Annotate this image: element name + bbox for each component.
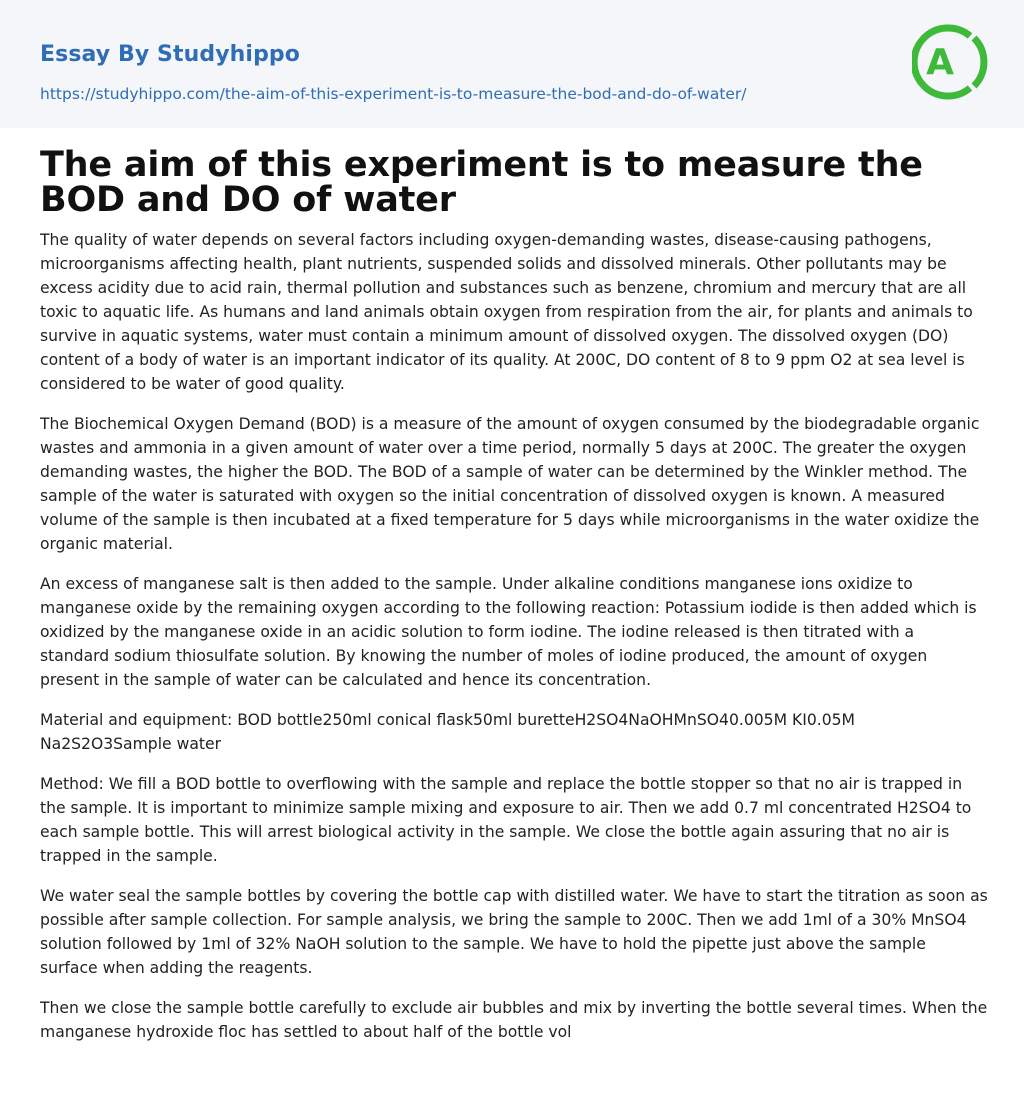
article xyxy=(40,145,988,1060)
article-paragraph: Method: We fill a BOD bottle to overflowing with the sample and replace the bottle stopper so that no air is trapped in the sample. It is important to minimize sample mixing and exposure to air. Then we add 0.7 ml concentrated H2SO4 to each sample bottle. This will arrest biological activity in the sample. We close the bottle again assuring that no air is trapped in the sample. xyxy=(40,775,972,865)
site-brand[interactable]: Essay By Studyhippo xyxy=(40,42,300,67)
source-url-link[interactable]: https://studyhippo.com/the-aim-of-this-experiment-is-to-measure-the-bod-and-do-of-water/ xyxy=(40,85,747,103)
article-title: The aim of this experiment is to measure the BOD and DO of water xyxy=(40,145,923,220)
studyhippo-logo-icon[interactable] xyxy=(912,18,988,106)
article-paragraph: Material and equipment: BOD bottle250ml conical flask50ml buretteH2SO4NaOHMnSO40.005M KI0.05M Na2S2O3Sample water xyxy=(40,711,856,753)
article-paragraph: The quality of water depends on several factors including oxygen-demanding wastes, disease-causing pathogens, microorganisms affecting health, plant nutrients, suspended solids and dissolved minerals. Other pollutants may be excess acidity due to acid rain, thermal pollution and substances such as benzene, chromium and mercury that are all toxic to aquatic life. As humans and land animals obtain oxygen from respiration from the air, for plants and animals to survive in aquatic systems, water must contain a minimum amount of dissolved oxygen. The dissolved oxygen (DO) content of a body of water is an important indicator of its quality. At 200C, DO content of 8 to 9 ppm O2 at sea level is considered to be water of good quality. xyxy=(40,231,973,393)
site-header xyxy=(0,0,1024,128)
logo-letter: A xyxy=(926,42,954,83)
article-paragraph: An excess of manganese salt is then added to the sample. Under alkaline conditions manganese ions oxidize to manganese oxide by the remaining oxygen according to the following reaction: Potassium iodide is then added which is oxidized by the manganese oxide in an acidic solution to form iodine. The iodine released is then titrated with a standard sodium thiosulfate solution. By knowing the number of moles of iodine produced, the amount of oxygen present in the sample of water can be calculated and hence its concentration. xyxy=(40,575,977,689)
article-paragraph: The Biochemical Oxygen Demand (BOD) is a measure of the amount of oxygen consumed by the biodegradable organic wastes and ammonia in a given amount of water over a time period, normally 5 days at 200C. The greater the oxygen demanding wastes, the higher the BOD. The BOD of a sample of water can be determined by the Winkler method. The sample of the water is saturated with oxygen so the initial concentration of dissolved oxygen is known. A measured volume of the sample is then incubated at a fixed temperature for 5 days while microorganisms in the water oxidize the organic material. xyxy=(40,415,980,553)
article-paragraph: We water seal the sample bottles by covering the bottle cap with distilled water. We have to start the titration as soon as possible after sample collection. For sample analysis, we bring the sample to 200C. Then we add 1ml of a 30% MnSO4 solution followed by 1ml of 32% NaOH solution to the sample. We have to hold the pipette just above the sample surface when adding the reagents. xyxy=(40,887,988,977)
article-paragraph: Then we close the sample bottle carefully to exclude air bubbles and mix by inverting the bottle several times. When the manganese hydroxide floc has settled to about half of the bottle vol xyxy=(40,999,988,1041)
